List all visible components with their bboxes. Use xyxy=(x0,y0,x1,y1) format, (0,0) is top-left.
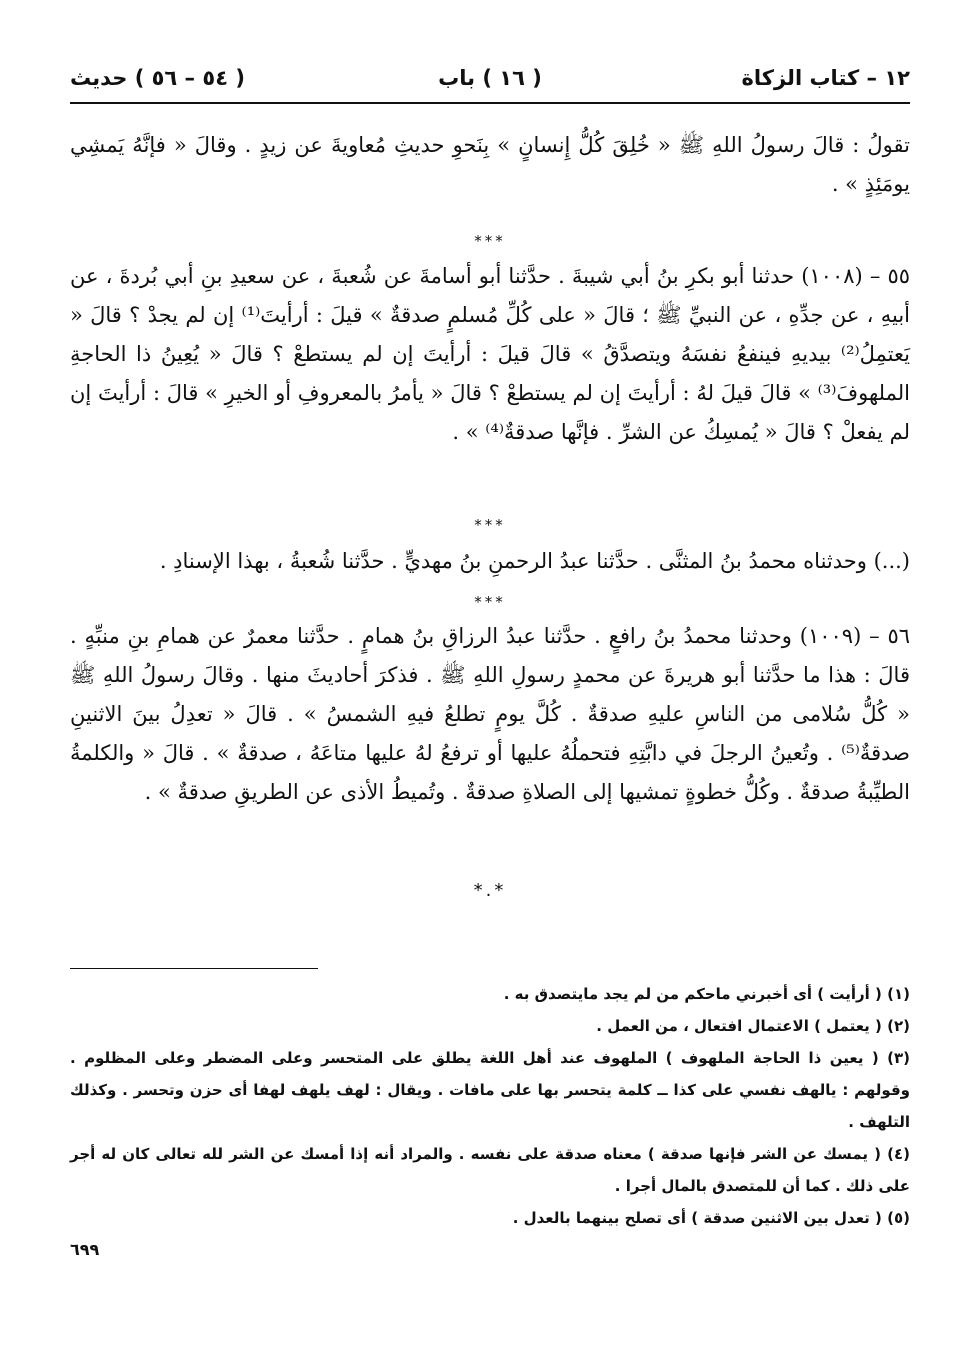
section-number: ( ١٦ ) باب xyxy=(438,66,542,90)
header-rule xyxy=(70,102,910,104)
separator-stars-3: *** xyxy=(474,593,506,611)
footnote-2: (٢) ( يعتمل ) الاعتمال افتعال ، من العمل . xyxy=(596,1017,910,1035)
footnote-4: (٤) ( يمسك عن الشر فإنها صدقة ) معناه صدقة على نفسه . والمراد أنه إذا أمسك عن الشر لله تعالى كان له أجر على ذلك . كما أن للمتصدق بالمال أجرا . xyxy=(70,1145,910,1195)
footnote-rule xyxy=(70,968,318,969)
hadith-56: ٥٦ – (١٠٠٩) وحدثنا محمدُ بنُ رافعٍ . حدَّثنا عبدُ الرزاقِ بنُ همامٍ . حدَّثنا معمرٌ عن همامِ بنِ منبِّهٍ . قالَ : هذا ما حدَّثنا أبو هريرةَ عن محمدٍ رسولِ اللهِ ﷺ . فذكرَ أحاديثَ منها . وقالَ رسولُ اللهِ ﷺ « كُلُّ سُلامى من الناسِ عليهِ صدقةٌ . كُلَّ يومٍ تطلعُ فيهِ الشمسُ » . قالَ « تعدِلُ بينَ الاثنينِ صدقةٌ⁽⁵⁾ . وتُعينُ الرجلَ في دابَّتِهِ فتحملُهُ عليها أو ترفعُ لهُ عليها متاعَهُ ، صدقةٌ » . قالَ « والكلمةُ الطيِّبةُ صدقةٌ . وكُلُّ خطوةٍ تمشيها إلى الصلاةِ صدقةٌ . وتُميطُ الأذى عن الطريقِ صدقةٌ » . xyxy=(70,624,911,804)
footnotes xyxy=(70,978,910,1234)
separator-stars-2: *** xyxy=(474,516,506,534)
footnote-1: (١) ( أرأيت ) أى أخبرني ماحكم من لم يجد مايتصدق به . xyxy=(503,985,910,1003)
page-number: ٦٩٩ xyxy=(70,1240,100,1259)
footnote-5: (٥) ( تعدل بين الاثنين صدقة ) أى تصلح بينهما بالعدل . xyxy=(512,1209,910,1227)
chapter-title: ١٢ – كتاب الزكاة xyxy=(741,66,910,90)
book-page xyxy=(70,0,910,1369)
isnad-line: (...) وحدثناه محمدُ بنُ المثنَّى . حدَّثنا عبدُ الرحمنِ بنُ مهديٍّ . حدَّثنا شُعبةُ ، بهذا الإسنادِ . xyxy=(159,549,910,573)
separator-stars-1: *** xyxy=(474,232,506,250)
running-header xyxy=(70,60,910,100)
end-mark: *.* xyxy=(473,880,507,901)
footnote-3: (٣) ( يعين ذا الحاجة الملهوف ) الملهوف عند أهل اللغة يطلق على المتحسر وعلى المضطر وعلى المظلوم . وقولهم : يالهف نفسي على كذا ــ كلمة يتحسر بها على مافات . ويقال : لهف يلهف لهفا أى حزن وتحسر . وكذلك التلهف . xyxy=(70,1049,910,1131)
hadith-range: ( ٥٤ – ٥٦ ) حديث xyxy=(70,66,245,90)
hadith-55: ٥٥ – (١٠٠٨) حدثنا أبو بكرِ بنُ أبي شيبةَ . حدَّثنا أبو أسامةَ عن شُعبةَ ، عن سعيدِ بنِ أبي بُردةَ ، عن أبيهِ ، عن جدِّهِ ، عن النبيِّ ﷺ ؛ قالَ « على كُلِّ مُسلمٍ صدقةٌ » قيلَ : أرأيتَ⁽¹⁾ إن لم يجدْ ؟ قالَ « يَعتمِلُ⁽²⁾ بيديهِ فينفعُ نفسَهُ ويتصدَّقُ » قالَ قيلَ : أرأيتَ إن لم يستطعْ ؟ قالَ « يُعِينُ ذا الحاجةِ الملهوفَ⁽³⁾ » قالَ قيلَ لهُ : أرأيتَ إن لم يستطعْ ؟ قالَ « يأمرُ بالمعروفِ أو الخيرِ » قالَ : أرأيتَ إن لم يفعلْ ؟ قالَ « يُمسِكُ عن الشرِّ . فإنَّها صدقةٌ⁽⁴⁾ » . xyxy=(70,264,911,444)
intro-text: تقولُ : قالَ رسولُ اللهِ ﷺ « خُلِقَ كُلُّ إِنسانٍ » بِنَحوِ حديثِ مُعاويةَ عن زيدٍ . وقالَ « فإنَّهُ يَمشِي يومَئِذٍ » . xyxy=(70,133,910,196)
